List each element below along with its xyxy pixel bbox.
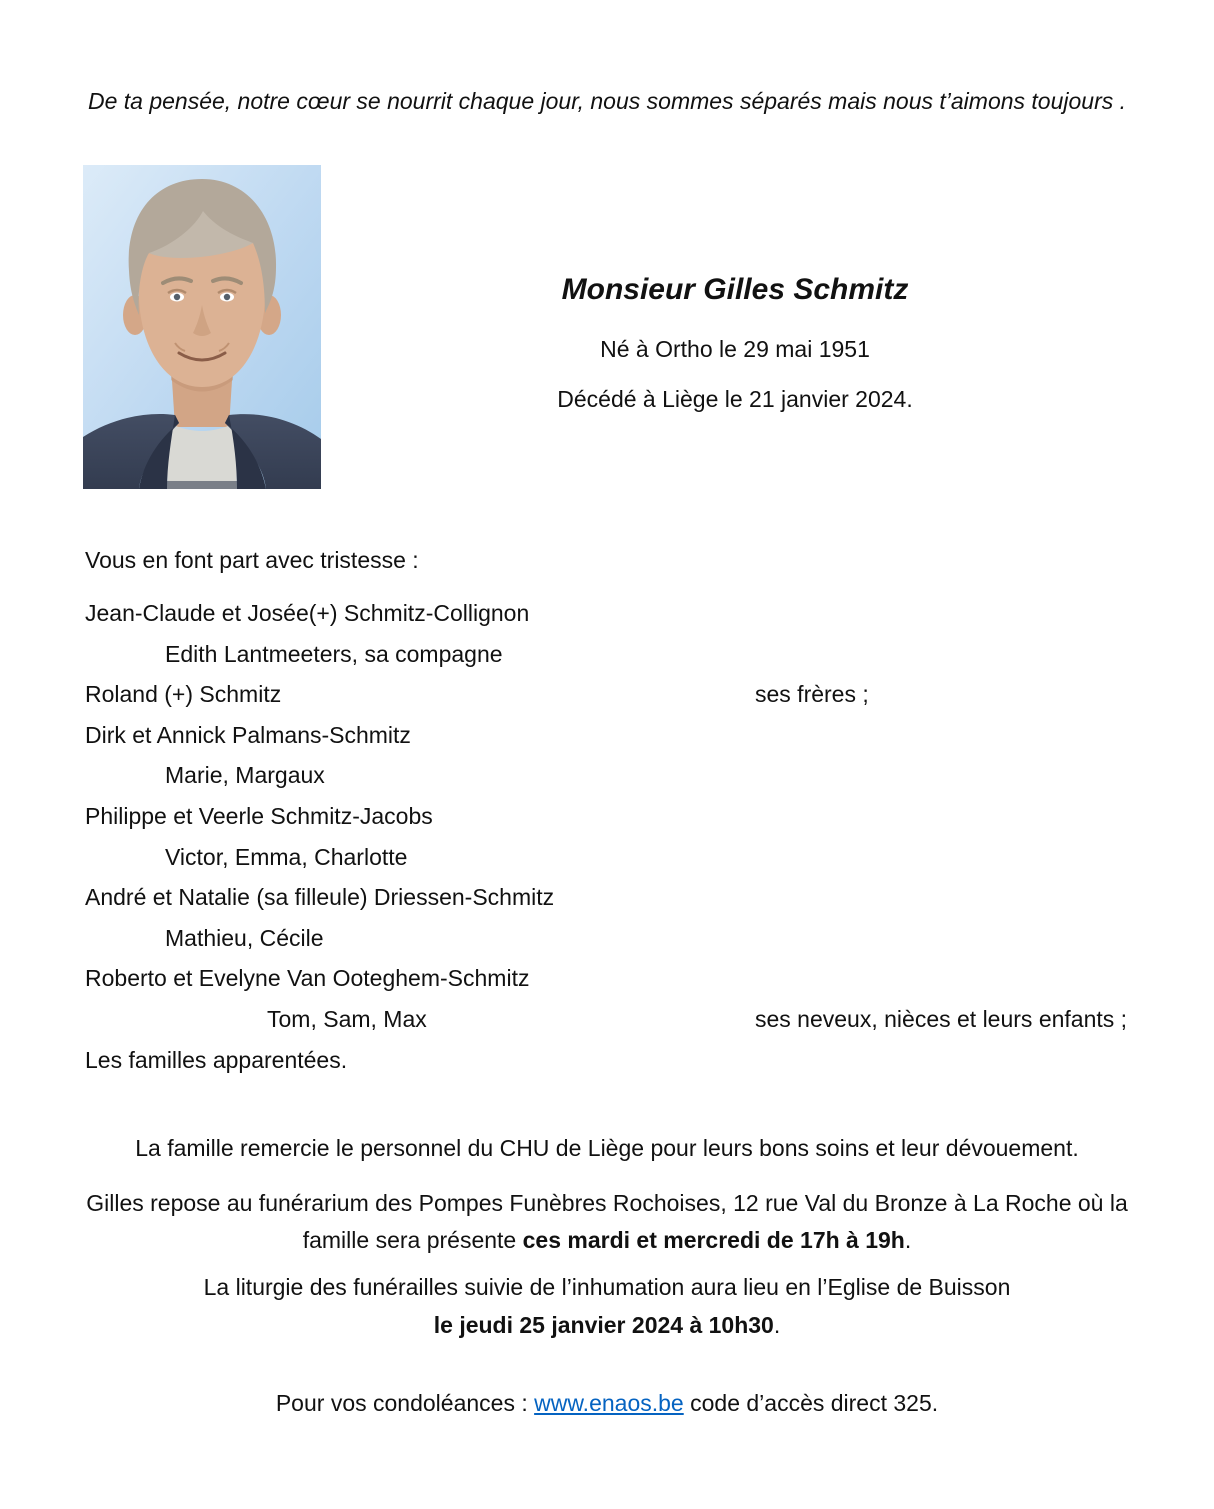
family-entry — [85, 999, 1145, 1040]
liturgy-line2-end: . — [773, 1312, 781, 1338]
family-entry — [85, 918, 1145, 959]
family-entry — [85, 634, 1145, 675]
memorial-quote: De ta pensée, notre cœur se nourrit chaque jour, nous sommes séparés mais nous t’aimons toujours . — [87, 88, 1127, 114]
family-entry — [85, 593, 1145, 634]
liturgy-paragraph — [85, 1268, 1129, 1344]
family-entry-name: Roland (+) Schmitz — [85, 681, 282, 708]
portrait-photo — [83, 165, 321, 489]
family-entry-name: Mathieu, Cécile — [165, 924, 324, 951]
family-entry-name: Tom, Sam, Max — [267, 1005, 427, 1032]
family-entry — [85, 755, 1145, 796]
repose-line2-text: famille sera présente — [302, 1227, 523, 1253]
family-entry-name: Marie, Margaux — [165, 762, 325, 789]
family-entry-name: Roberto et Evelyne Van Ooteghem-Schmitz — [85, 965, 530, 992]
repose-visiting-hours: ces mardi et mercredi de 17h à 19h — [522, 1227, 905, 1253]
deceased-portrait-icon — [83, 165, 321, 489]
condolences-suffix: code d’accès direct 325. — [683, 1390, 939, 1416]
family-entry-name: Les familles apparentées. — [85, 1046, 348, 1073]
enaos-link[interactable]: www.enaos.be — [534, 1390, 684, 1416]
family-entry — [85, 958, 1145, 999]
family-entry — [85, 715, 1145, 756]
family-entry-name: Jean-Claude et Josée(+) Schmitz-Collignon — [85, 600, 530, 626]
condolences-prefix: Pour vos condoléances : — [275, 1390, 535, 1416]
thanks-paragraph: La famille remercie le personnel du CHU de Liège pour leurs bons soins et leur dévouement. — [135, 1135, 1079, 1161]
family-entry — [85, 796, 1145, 837]
family-entry-name: Victor, Emma, Charlotte — [165, 843, 408, 870]
death-line: Décédé à Liège le 21 janvier 2024. — [557, 386, 913, 412]
family-entry — [85, 674, 1145, 715]
announcement-intro: Vous en font part avec tristesse : — [85, 547, 419, 573]
repose-paragraph — [85, 1185, 1129, 1259]
birth-line: Né à Ortho le 29 mai 1951 — [600, 336, 870, 362]
deceased-name: Monsieur Gilles Schmitz — [561, 273, 909, 306]
relation-label: ses frères ; — [755, 681, 869, 708]
liturgy-date: le jeudi 25 janvier 2024 à 10h30 — [433, 1312, 774, 1338]
family-entry — [85, 1040, 1145, 1081]
deceased-header — [320, 272, 1150, 414]
repose-line1: Gilles repose au funérarium des Pompes Funèbres Rochoises, 12 rue Val du Bronze à La Roche où la — [86, 1190, 1128, 1216]
family-entry — [85, 877, 1145, 918]
family-entry-name: Philippe et Veerle Schmitz-Jacobs — [85, 802, 433, 829]
liturgy-line1: La liturgie des funérailles suivie de l’inhumation aura lieu en l’Eglise de Buisson — [203, 1274, 1011, 1300]
family-announcement — [85, 545, 1145, 1080]
family-entry-name: Dirk et Annick Palmans-Schmitz — [85, 721, 411, 748]
repose-line2-end: . — [904, 1227, 912, 1253]
family-entry-name: André et Natalie (sa filleule) Driessen-Schmitz — [85, 884, 555, 911]
family-entry — [85, 837, 1145, 878]
condolences-line — [85, 1388, 1129, 1418]
family-entry-name: Edith Lantmeeters, sa compagne — [165, 640, 503, 667]
relation-label: ses neveux, nièces et leurs enfants ; — [755, 1005, 1128, 1032]
